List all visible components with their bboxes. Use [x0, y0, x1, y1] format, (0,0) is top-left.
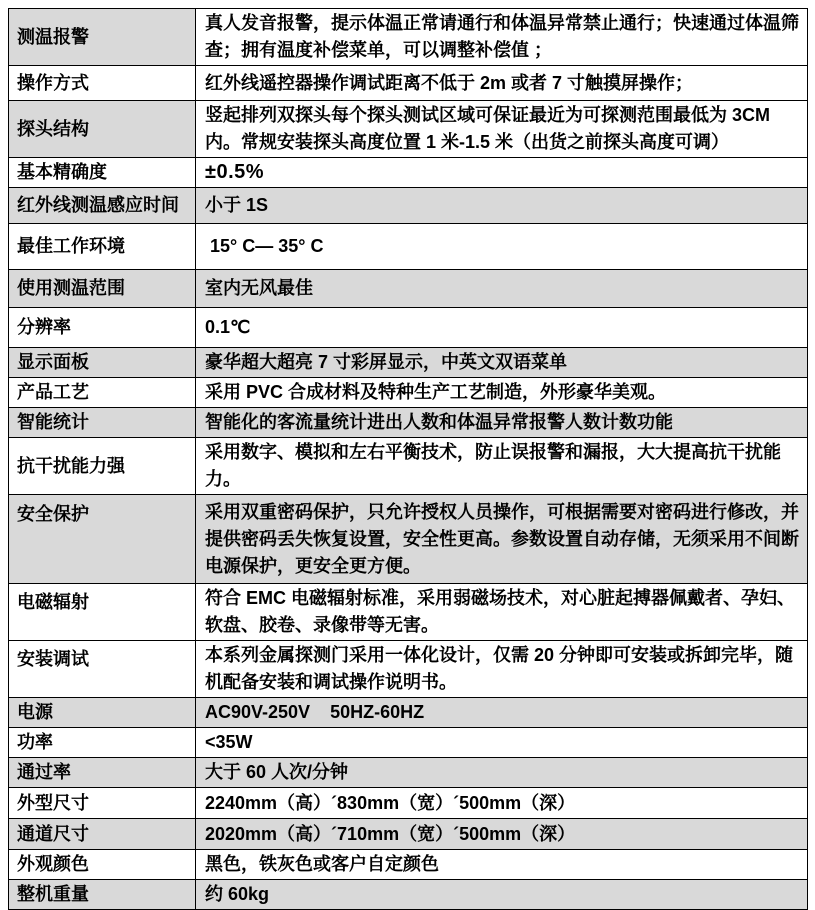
spec-label: 电源 — [9, 698, 196, 728]
table-row — [9, 758, 808, 788]
spec-value: 符合 EMC 电磁辐射标准，采用弱磁场技术，对心脏起搏器佩戴者、孕妇、软盘、胶卷、录像带等无害。 — [196, 584, 808, 641]
spec-label: 外观颜色 — [9, 850, 196, 880]
spec-value: 小于 1S — [196, 188, 808, 224]
spec-value: AC90V-250V 50HZ-60HZ — [196, 698, 808, 728]
spec-value: <35W — [196, 728, 808, 758]
spec-label: 电磁辐射 — [9, 584, 196, 641]
table-row — [9, 348, 808, 378]
spec-label: 最佳工作环境 — [9, 224, 196, 270]
spec-label: 安全保护 — [9, 495, 196, 584]
table-row — [9, 641, 808, 698]
spec-value: 本系列金属探测门采用一体化设计，仅需 20 分钟即可安装或拆卸完毕，随机配备安装和调试操作说明书。 — [196, 641, 808, 698]
table-row — [9, 224, 808, 270]
spec-value: 2240mm（高）´830mm（宽）´500mm（深） — [196, 788, 808, 819]
table-row — [9, 188, 808, 224]
spec-label: 使用测温范围 — [9, 270, 196, 308]
table-row — [9, 101, 808, 158]
spec-value: ±0.5% — [196, 158, 808, 188]
table-row — [9, 308, 808, 348]
spec-label: 产品工艺 — [9, 378, 196, 408]
spec-value: 约 60kg — [196, 880, 808, 910]
table-row — [9, 9, 808, 66]
spec-value: 采用 PVC 合成材料及特种生产工艺制造，外形豪华美观。 — [196, 378, 808, 408]
table-row — [9, 698, 808, 728]
spec-value: 采用数字、模拟和左右平衡技术，防止误报警和漏报，大大提高抗干扰能力。 — [196, 438, 808, 495]
table-row — [9, 788, 808, 819]
spec-value: 采用双重密码保护，只允许授权人员操作，可根据需要对密码进行修改，并提供密码丢失恢复设置，安全性更高。参数设置自动存储，无须采用不间断电源保护，更安全更方便。 — [196, 495, 808, 584]
spec-value: 竖起排列双探头每个探头测试区域可保证最近为可探测范围最低为 3CM 内。常规安装探头高度位置 1 米-1.5 米（出货之前探头高度可调） — [196, 101, 808, 158]
spec-label: 通过率 — [9, 758, 196, 788]
table-row — [9, 880, 808, 910]
spec-value: 0.1℃ — [196, 308, 808, 348]
table-row — [9, 66, 808, 101]
spec-value: 真人发音报警，提示体温正常请通行和体温异常禁止通行；快速通过体温筛查；拥有温度补偿菜单，可以调整补偿值 ； — [196, 9, 808, 66]
spec-label: 整机重量 — [9, 880, 196, 910]
spec-label: 外型尺寸 — [9, 788, 196, 819]
spec-value: 2020mm（高）´710mm（宽）´500mm（深） — [196, 819, 808, 850]
spec-label: 测温报警 — [9, 9, 196, 66]
spec-label: 分辨率 — [9, 308, 196, 348]
spec-label: 安装调试 — [9, 641, 196, 698]
spec-label: 操作方式 — [9, 66, 196, 101]
spec-value: 室内无风最佳 — [196, 270, 808, 308]
spec-value: 大于 60 人次/分钟 — [196, 758, 808, 788]
spec-value: 豪华超大超亮 7 寸彩屏显示，中英文双语菜单 — [196, 348, 808, 378]
spec-value: 黑色，铁灰色或客户自定颜色 — [196, 850, 808, 880]
table-row — [9, 495, 808, 584]
spec-label: 探头结构 — [9, 101, 196, 158]
spec-value: 红外线遥控器操作调试距离不低于 2m 或者 7 寸触摸屏操作； — [196, 66, 808, 101]
spec-label: 通道尺寸 — [9, 819, 196, 850]
spec-label: 基本精确度 — [9, 158, 196, 188]
spec-label: 抗干扰能力强 — [9, 438, 196, 495]
table-row — [9, 850, 808, 880]
spec-value: 15° C— 35° C — [196, 224, 808, 270]
spec-value: 智能化的客流量统计进出人数和体温异常报警人数计数功能 — [196, 408, 808, 438]
table-row — [9, 378, 808, 408]
spec-label: 功率 — [9, 728, 196, 758]
table-row — [9, 819, 808, 850]
table-row — [9, 158, 808, 188]
table-row — [9, 584, 808, 641]
table-row — [9, 438, 808, 495]
table-row — [9, 270, 808, 308]
spec-label: 显示面板 — [9, 348, 196, 378]
table-row — [9, 408, 808, 438]
spec-label: 智能统计 — [9, 408, 196, 438]
spec-label: 红外线测温感应时间 — [9, 188, 196, 224]
table-row — [9, 728, 808, 758]
spec-table — [8, 8, 808, 910]
